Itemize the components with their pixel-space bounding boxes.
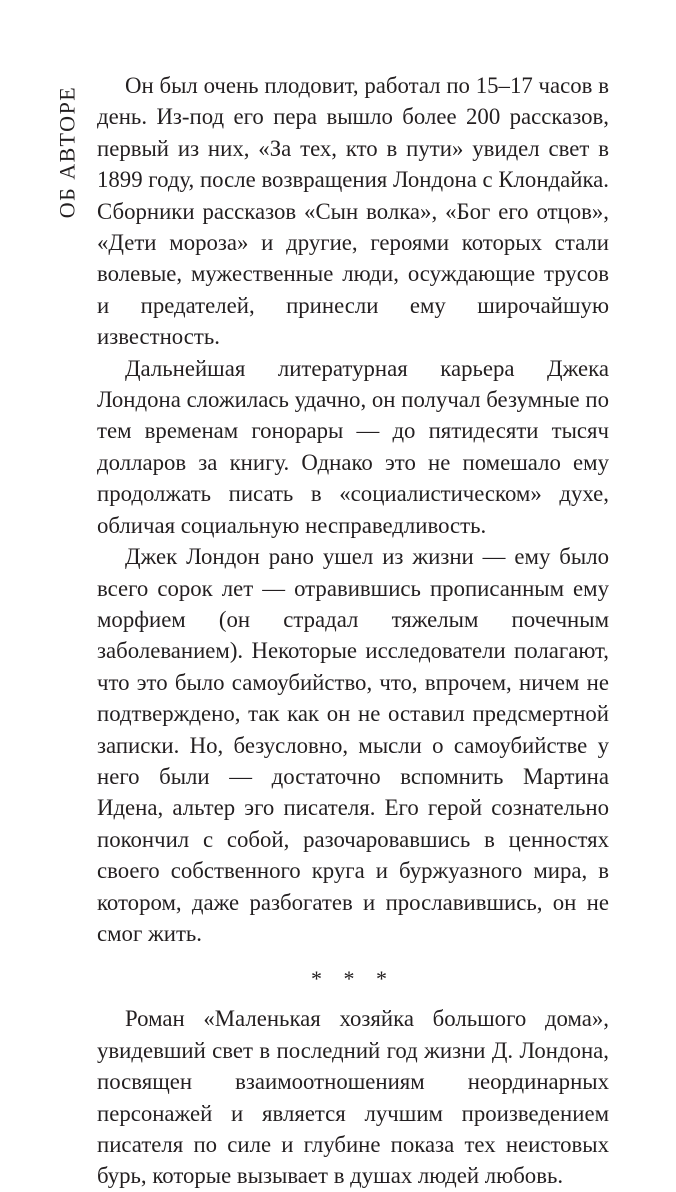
paragraph: Он был очень плодовит, работал по 15–17 часов в день. Из-под его пера вышло более 200 рассказов, первый из них, «За тех, кто в пути» увидел свет в 1899 году, после возвращения Лондона с Клондайка. Сборники рассказов «Сын волка», «Бог его отцов», «Дети мороза» и другие, героями которых стали волевые, мужественные люди, осуждающие трусов и предателей, принесли ему широчайшую известность. <box>97 73 609 350</box>
paragraph: Джек Лондон рано ушел из жизни — ему было всего сорок лет — отравившись прописанным ему морфием (он страдал тяжелым почечным заболеванием). Некоторые исследователи полагают, что это было самоубийство, что, впрочем, ничем не подтверждено, так как он не оставил предсмертной записки. Но, безусловно, мысли о самоубийстве у него были — достаточно вспомнить Мартина Идена, альтер эго писателя. Его герой сознательно покончил с собой, разочаровавшись в ценностях своего собственного круга и буржуазного мира, в котором, даже разбогатев и прославившись, он не смог жить. <box>97 544 609 946</box>
running-head <box>52 72 82 232</box>
paragraph: Роман «Маленькая хозяйка большого дома», увидевший свет в последний год жизни Д. Лондона, посвящен взаимоотношениям неординарных персонажей и является лучшим произведением писателя по силе и глубине показа тех неистовых бурь, которые вызывает в душах людей любовь. <box>97 1006 609 1189</box>
section-separator: * * * <box>311 966 395 992</box>
body-text <box>97 70 609 1192</box>
paragraph: Дальнейшая литературная карьера Джека Лондона сложилась удачно, он получал безумные по тем временам гонорары — до пятидесяти тысяч долларов за книгу. Однако это не помешало ему продолжать писать в «социалистическом» духе, обличая социальную несправедливость. <box>97 355 609 538</box>
running-head-text: ОБ АВТОРЕ <box>54 85 80 219</box>
